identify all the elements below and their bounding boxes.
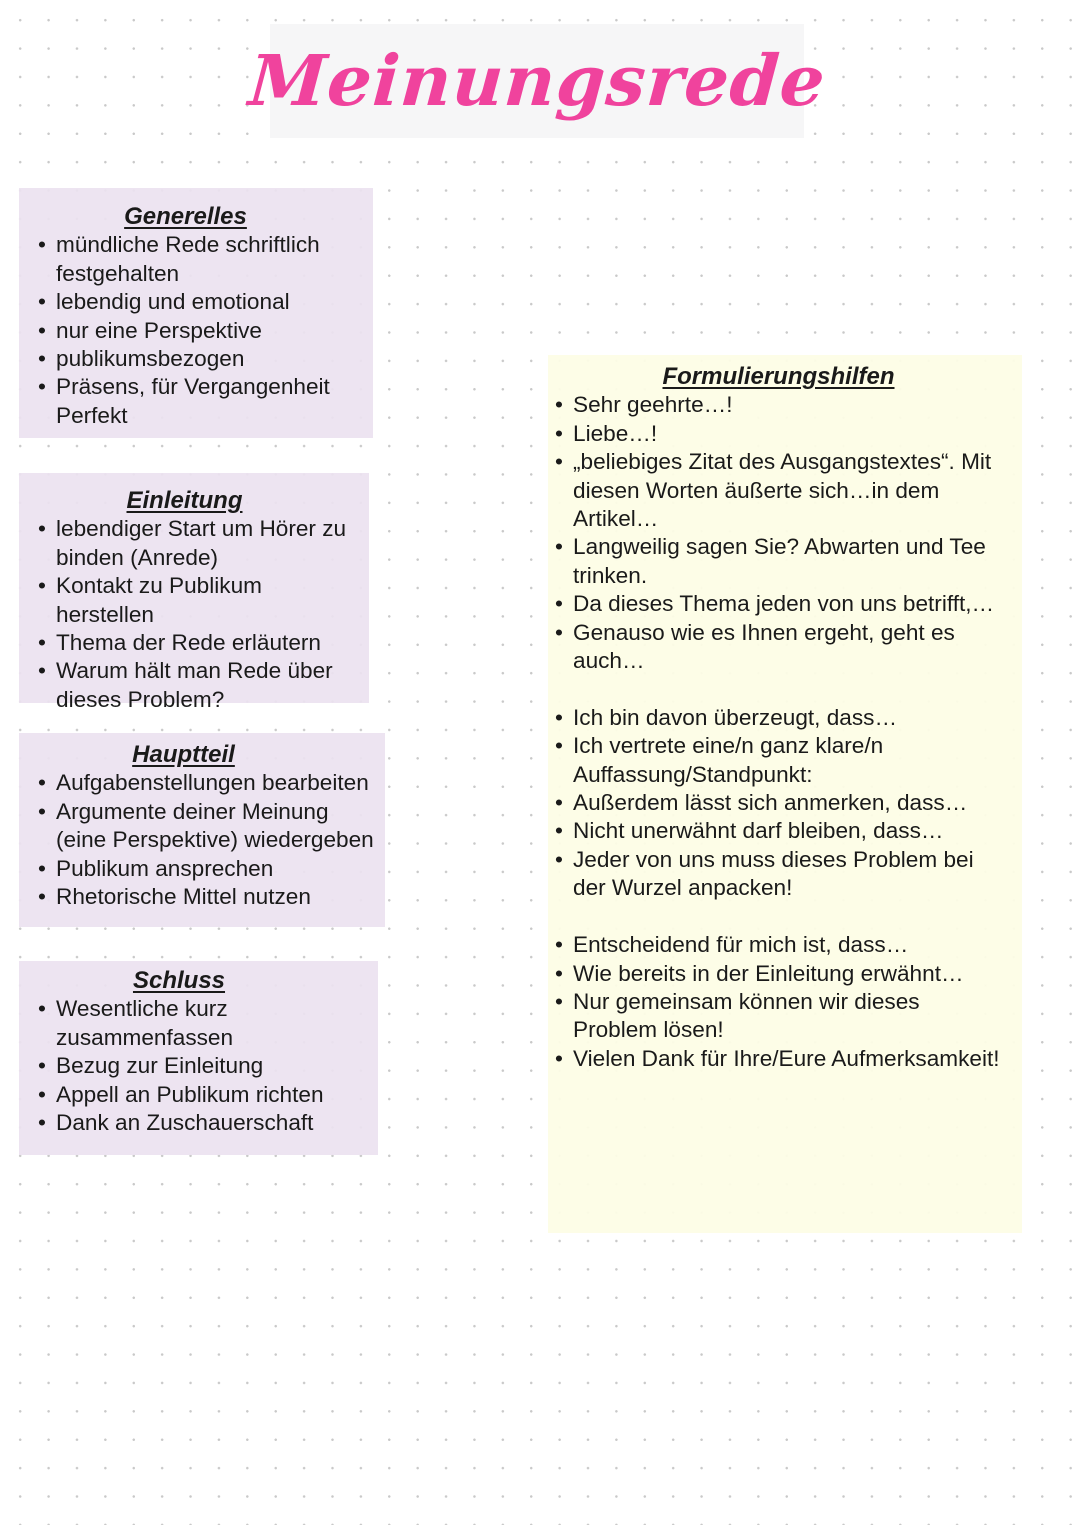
list-item: • Da dieses Thema jeden von uns betrifft,… [555,590,1002,618]
list-item: • Nicht unerwähnt darf bleiben, dass… [555,817,1002,845]
list-item: • Sehr geehrte…! [555,391,1002,419]
card-formulierungshilfen [548,355,1022,1233]
list-item: • Entscheidend für mich ist, dass… [555,931,1002,959]
list-item: • Ich bin davon überzeugt, dass… [555,704,1002,732]
list-item: • Thema der Rede erläutern [38,629,361,657]
list-item: • Liebe…! [555,420,1002,448]
list-item: • Außerdem lässt sich anmerken, dass… [555,789,1002,817]
list-item: • Warum hält man Rede über dieses Problem? [38,657,361,714]
list-formulierungshilfen [555,391,1002,1073]
list-item: • Kontakt zu Publikum herstellen [38,572,361,629]
list-item: • nur eine Perspektive [38,317,363,345]
list-hauptteil [38,769,379,911]
list-item: • Bezug zur Einleitung [38,1052,370,1080]
list-einleitung [38,515,361,714]
card-schluss [19,961,378,1155]
section-heading-hauptteil: Hauptteil [132,741,235,768]
list-item: • Argumente deiner Meinung (eine Perspektive) wiedergeben [38,798,379,855]
list-item: • Vielen Dank für Ihre/Eure Aufmerksamkeit! [555,1045,1002,1073]
list-item: • Wie bereits in der Einleitung erwähnt… [555,960,1002,988]
list-item: • publikumsbezogen [38,345,363,373]
page-title: Meinungsrede [245,39,829,122]
card-hauptteil [19,733,385,927]
card-generelles [19,188,373,438]
list-generelles [38,231,363,430]
section-heading-generelles: Generelles [124,203,247,230]
list-item: • Appell an Publikum richten [38,1081,370,1109]
list-spacer [555,903,1002,931]
section-heading-schluss: Schluss [132,967,226,994]
section-heading-einleitung: Einleitung [126,487,243,514]
list-item: • Aufgabenstellungen bearbeiten [38,769,379,797]
card-einleitung [19,473,369,712]
list-item: • mündliche Rede schriftlich festgehalten [38,231,363,288]
list-item: • Jeder von uns muss dieses Problem bei der Wurzel anpacken! [555,846,1002,903]
list-item: • Nur gemeinsam können wir dieses Problem lösen! [555,988,1002,1045]
list-item: • Rhetorische Mittel nutzen [38,883,379,911]
list-item: • lebendig und emotional [38,288,363,316]
list-item: • Langweilig sagen Sie? Abwarten und Tee trinken. [555,533,1002,590]
list-item: • lebendiger Start um Hörer zu binden (Anrede) [38,515,361,572]
title-box [245,24,829,138]
list-item: • Präsens, für Vergangenheit Perfekt [38,373,363,430]
list-spacer [555,675,1002,703]
list-item: • „beliebiges Zitat des Ausgangstextes“. Mit diesen Worten äußerte sich…in dem Artikel… [555,448,1002,533]
list-item: • Publikum ansprechen [38,855,379,883]
list-item: • Dank an Zuschauerschaft [38,1109,370,1137]
section-heading-formulierungshilfen: Formulierungshilfen [662,363,895,390]
list-item: • Genauso wie es Ihnen ergeht, geht es auch… [555,619,1002,676]
list-item: • Wesentliche kurz zusammenfassen [38,995,370,1052]
list-item: • Ich vertrete eine/n ganz klare/n Auffassung/Standpunkt: [555,732,1002,789]
list-schluss [38,995,370,1137]
